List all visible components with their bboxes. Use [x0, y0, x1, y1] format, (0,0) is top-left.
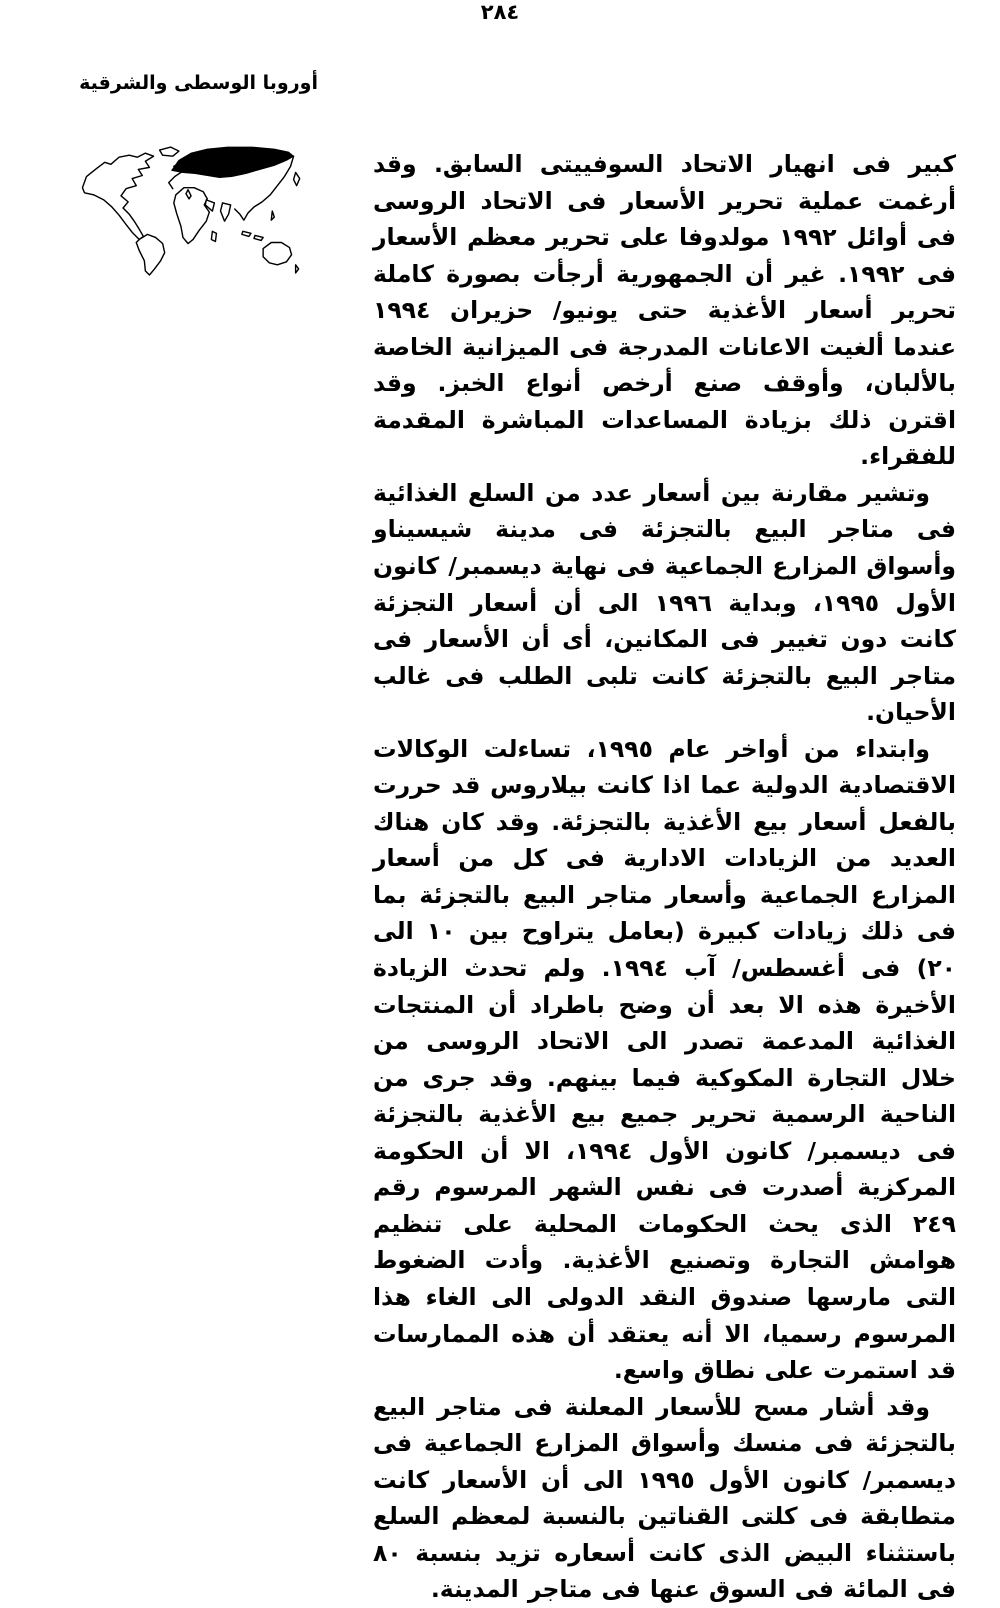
world-map-image	[74, 142, 300, 276]
map-new-zealand	[296, 265, 299, 273]
world-map	[74, 142, 300, 276]
map-australia	[263, 243, 291, 265]
article-text	[373, 146, 957, 1604]
paragraph-1: كبير فى انهيار الاتحاد السوفييتى السابق. وقد أرغمت عملية تحرير الأسعار فى الاتحاد الروسى فى أوائل ١٩٩٢ مولدوفا على تحرير معظم الأسعار فى ١٩٩٢. غير أن الجمهورية أرجأت بصورة كاملة تحرير أسعار الأغذية حتى يونيو/ حزيران ١٩٩٤ عندما ألغيت الاعانات المدرجة فى الميزانية الخاصة بالألبان، وأوقف صنع أرخص أنواع الخبز. وقد اقترن ذلك بزيادة المساعدات المباشرة المقدمة للفقراء.	[373, 150, 956, 471]
section-heading: أوروبا الوسطى والشرقية	[79, 72, 318, 94]
map-south-america	[136, 234, 164, 275]
map-north-america	[82, 153, 153, 239]
map-indonesia-west	[242, 231, 251, 236]
map-greenland	[160, 147, 179, 156]
map-indonesia-east	[254, 235, 263, 240]
map-japan	[294, 172, 300, 185]
paragraph-2: وتشير مقارنة بين أسعار عدد من السلع الغذائية فى متاجر البيع بالتجزئة فى مدينة شيسيناو وأسواق المزارع الجماعية فى نهاية ديسمبر/ كانون الأول ١٩٩٥، وبداية ١٩٩٦ الى أن أسعار التجزئة كانت دون تغيير فى المكانين، أى أن الأسعار فى متاجر البيع بالتجزئة كانت تلبى الطلب فى غالب الأحيان.	[373, 478, 956, 727]
paragraph-3: وابتداء من أواخر عام ١٩٩٥، تساءلت الوكالات الاقتصادية الدولية عما اذا كانت بيلاروس قد حررت بالفعل أسعار بيع الأغذية بالتجزئة. وقد كان هناك العديد من الزيادات الادارية فى كل من أسعار المزارع الجماعية وأسعار متاجر البيع بالتجزئة بما فى ذلك زيادات كبيرة (بعامل يتراوح بين ١٠ الى ٢٠) فى أغسطس/ آب ١٩٩٤. ولم تحدث الزيادة الأخيرة هذه الا بعد أن وضح باطراد أن المنتجات الغذائية المدعمة تصدر الى الاتحاد الروسى من خلال التجارة المكوكية فيما بينهم. وقد جرى من الناحية الرسمية تحرير جميع بيع الأغذية بالتجزئة فى ديسمبر/ كانون الأول ١٩٩٤، الا أن الحكومة المركزية أصدرت فى نفس الشهر المرسوم رقم ٢٤٩ الذى يحث الحكومات المحلية على تنظيم هوامش التجارة وتصنيع الأغذية. وأدت الضغوط التى مارسها صندوق النقد الدولى الى الغاء هذا المرسوم رسميا، الا أنه يعتقد أن هذه الممارسات قد استمرت على نطاق واسع.	[373, 734, 957, 1385]
page-number: ٢٨٤	[480, 0, 520, 24]
map-madagascar	[211, 231, 216, 241]
map-philippines	[271, 211, 274, 220]
map-india	[221, 203, 231, 221]
paragraph-4: وقد أشار مسح للأسعار المعلنة فى متاجر البيع بالتجزئة فى منسك وأسواق المزارع الجماعية فى ديسمبر/ كانون الأول ١٩٩٥ الى أن الأسعار كانت متطابقة فى كلتى القناتين بالنسبة لمعظم السلع باستثناء البيض الذى كانت أسعاره تزيد بنسبة ٨٠ فى المائة فى السوق عنها فى متاجر المدينة.	[373, 1392, 957, 1604]
map-highlight-central-eastern-europe	[172, 147, 294, 177]
